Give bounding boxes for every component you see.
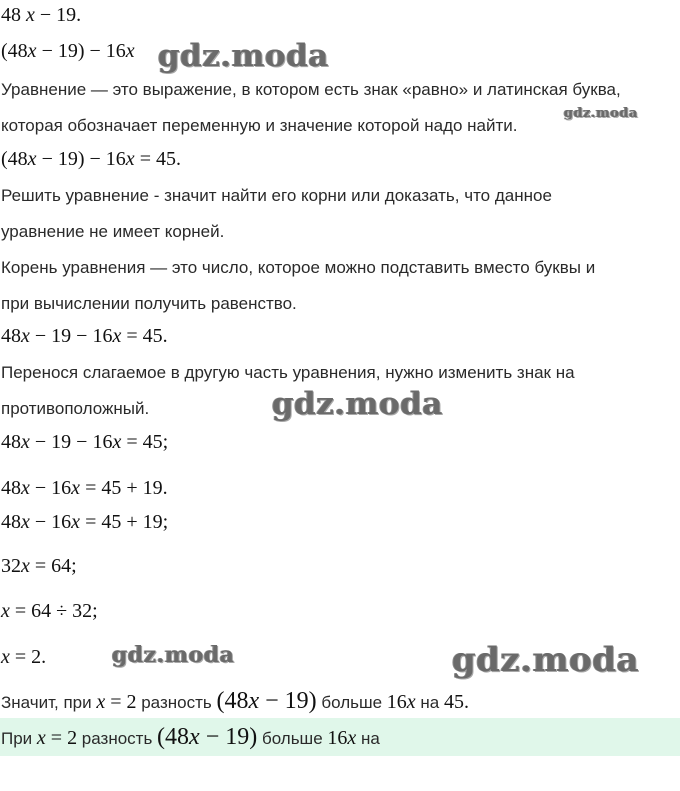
definition-equation-line-1: Уравнение — это выражение, в котором есть знак «равно» и латинская буква, bbox=[1, 80, 621, 99]
watermark-logo-small: gdz.moda bbox=[564, 106, 639, 121]
conclusion-math-1: x = 2 bbox=[96, 691, 137, 713]
conclusion-text-2: разность bbox=[136, 693, 217, 712]
answer-text-2: разность bbox=[77, 729, 158, 748]
answer-math-3: 16x bbox=[327, 727, 357, 749]
root-definition-line-2: при вычислении получить равенство. bbox=[1, 294, 297, 313]
conclusion-line bbox=[1, 688, 469, 715]
solve-definition-line-1: Решить уравнение - значит найти его корни или доказать, что данное bbox=[1, 186, 552, 205]
equation-line-7: x = 64 ÷ 32; bbox=[1, 600, 98, 622]
conclusion-math-3: 16x bbox=[386, 691, 416, 713]
root-definition-line-1: Корень уравнения — это число, которое можно подставить вместо буквы и bbox=[1, 258, 596, 277]
equation-line-8: x = 2. bbox=[1, 646, 47, 668]
conclusion-text-1: Значит, при bbox=[1, 693, 97, 712]
definition-equation-line-2: которая обозначает переменную и значение которой надо найти. bbox=[1, 116, 518, 135]
watermark-logo-lower-right: gdz.moda bbox=[452, 640, 640, 680]
transfer-rule-line-1: Перенося слагаемое в другую часть уравнения, нужно изменить знак на bbox=[1, 363, 575, 382]
answer-text-4: на bbox=[356, 729, 380, 748]
conclusion-text-3: больше bbox=[316, 693, 387, 712]
solve-definition-line-2: уравнение не имеет корней. bbox=[1, 222, 225, 241]
answer-text-3: больше bbox=[257, 729, 328, 748]
equation-line-2: 48x − 19 − 16x = 45. bbox=[1, 325, 168, 347]
equation-line-5: 48x − 16x = 45 + 19; bbox=[1, 511, 169, 533]
conclusion-math-4: 45. bbox=[443, 691, 469, 713]
conclusion-text-4: на bbox=[415, 693, 444, 712]
answer-text-1: При bbox=[1, 729, 37, 748]
expression-line-1: 48 x − 19. bbox=[1, 4, 82, 26]
transfer-rule-line-2: противоположный. bbox=[1, 399, 150, 418]
equation-line-6: 32x = 64; bbox=[1, 555, 77, 577]
expression-line-2: (48x − 19) − 16x bbox=[1, 40, 135, 62]
conclusion-math-2: (48x − 19) bbox=[216, 688, 317, 714]
watermark-logo-middle: gdz.moda bbox=[272, 386, 443, 422]
equation-line-4: 48x − 16x = 45 + 19. bbox=[1, 477, 168, 499]
answer-math-1: x = 2 bbox=[36, 727, 78, 749]
watermark-logo-lower-left: gdz.moda bbox=[112, 642, 235, 668]
answer-math-2: (48x − 19) bbox=[157, 724, 258, 750]
watermark-logo: gdz.moda bbox=[158, 38, 329, 74]
answer-line bbox=[1, 724, 380, 751]
equation-line-3: 48x − 19 − 16x = 45; bbox=[1, 431, 169, 453]
equation-line-1: (48x − 19) − 16x = 45. bbox=[1, 148, 181, 170]
